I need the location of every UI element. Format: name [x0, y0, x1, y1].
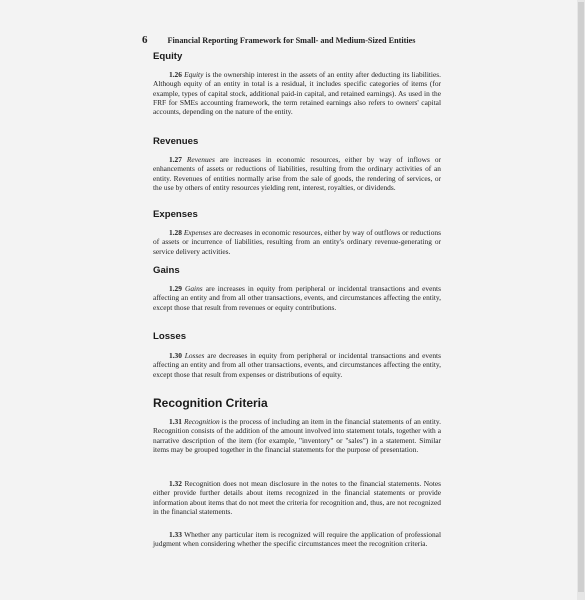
paragraph-number: 1.28 [169, 228, 182, 237]
paragraph-text: Whether any particular item is recognized will require the application of professional judgment when considering whether the specific circumstances meet the recognition criteria. [153, 530, 441, 549]
heading-equity: Equity [153, 51, 183, 62]
paragraph-number: 1.33 [169, 530, 182, 539]
paragraph-text: Recognition does not mean disclosure in the notes to the financial statements. Notes either provide further details about items recognized in the financial statements or provide information about items that do not meet the criteria for recognition and, thus, are not recognized in the financial statements. [153, 479, 441, 516]
paragraph-number: 1.27 [169, 155, 182, 164]
defined-term: Gains [184, 284, 203, 293]
heading-losses: Losses [153, 331, 187, 342]
paragraph-1-33 [153, 530, 441, 549]
defined-term: Recognition [183, 417, 220, 426]
paragraph-text: is the process of including an item in the financial statements of an entity. Recognition consists of the addition of the amount involved into statement totals, together with a narrative description of the item (for example, "inventory" or "sales") in a statement. Similar items may be grouped together in the financial statements for the purpose of presentation. [153, 417, 441, 454]
paragraph-number: 1.26 [169, 70, 182, 79]
paragraph-1-26 [153, 70, 441, 116]
scrollbar-thumb[interactable] [578, 2, 584, 592]
paragraph-1-32 [153, 479, 441, 516]
paragraph-text: are increases in economic resources, either by way of inflows or enhancements of assets or reductions of liabilities, resulting from the ordinary activities of an entity. Revenues of entities normally arise from the sale of goods, the rendering of services, or the use by others of entity resources yielding rent, interest, royalties, or dividends. [153, 155, 441, 192]
paragraph-1-30 [153, 351, 441, 379]
running-head [142, 34, 415, 46]
paragraph-1-29 [153, 284, 441, 312]
running-head-title: Financial Reporting Framework for Small- and Medium-Sized Entities [167, 36, 416, 45]
paragraph-text: are decreases in equity from peripheral or incidental transactions and events affecting an entity and from all other transactions, events, and circumstances affecting the entity, except those that result from expenses or distributions of equity. [153, 351, 441, 379]
heading-gains: Gains [153, 265, 180, 276]
defined-term: Losses [184, 351, 205, 360]
paragraph-text: is the ownership interest in the assets of an entity after deducting its liabilities. Although equity of an entity in total is a residual, it includes specific categories of items (for example, types of capital stock, additional paid-in capital, and retained earnings). As used in the FRF for SMEs accounting framework, the term retained earnings also refers to owners' capital accounts, depending on the nature of the entity. [153, 70, 441, 117]
paragraph-1-31 [153, 417, 441, 454]
paragraph-number: 1.29 [169, 284, 182, 293]
paragraph-1-27 [153, 155, 441, 192]
paragraph-1-28 [153, 228, 441, 256]
paragraph-text: are increases in equity from peripheral or incidental transactions and events affecting an entity and from all other transactions, events, and circumstances affecting the entity, except those that result from revenues or equity contributions. [153, 284, 441, 312]
paragraph-number: 1.30 [169, 351, 182, 360]
defined-term: Equity [184, 70, 204, 79]
defined-term: Expenses [183, 228, 212, 237]
paragraph-number: 1.31 [169, 417, 182, 426]
vertical-scrollbar[interactable] [577, 0, 585, 600]
page-number: 6 [142, 34, 148, 46]
paragraph-number: 1.32 [169, 479, 182, 488]
paragraph-text: are decreases in economic resources, either by way of outflows or reductions of assets or incurrence of liabilities, resulting from an entity's ordinary revenue-generating or service delivery activities. [153, 228, 441, 256]
defined-term: Revenues [186, 155, 215, 164]
heading-revenues: Revenues [153, 136, 199, 147]
heading-recognition-criteria: Recognition Criteria [153, 396, 268, 410]
heading-expenses: Expenses [153, 209, 198, 220]
